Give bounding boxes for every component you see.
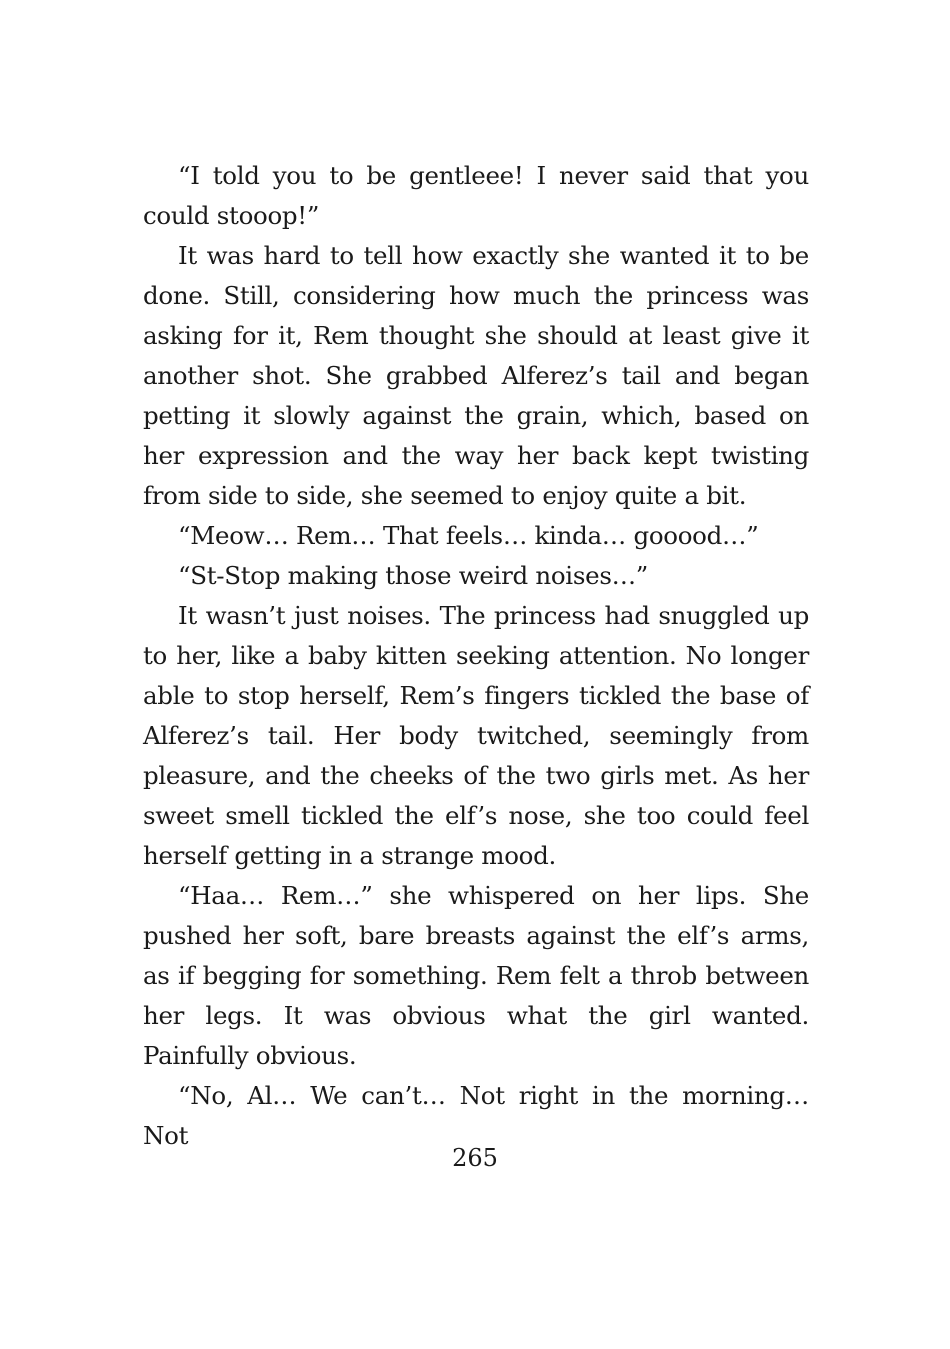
page-number: 265: [452, 1144, 498, 1172]
paragraph-4: “St-Stop making those weird noises…”: [178, 561, 649, 590]
paragraph-3: “Meow… Rem… That feels… kinda… gooood…”: [178, 521, 759, 550]
paragraph-6: “Haa… Rem…” she whispered on her lips. She pushed her soft, bare breasts against the elf’s arms, as if begging for something. Rem felt a throb between her legs. It was obvious what the girl wanted. Painfully obvious.: [143, 881, 809, 1070]
paragraph-5: It wasn’t just noises. The princess had snuggled up to her, like a baby kitten seeking attention. No longer able to stop herself, Rem’s fingers tickled the base of Alferez’s tail. Her body twitched, seemingly from pleasure, and the cheeks of the two girls met. As her sweet smell tickled the elf’s nose, she too could feel herself getting in a strange mood.: [143, 601, 809, 870]
paragraph-2: It was hard to tell how exactly she wanted it to be done. Still, considering how much the princess was asking for it, Rem thought she should at least give it another shot. She grabbed Alferez’s tail and began petting it slowly against the grain, which, based on her expression and the way her back kept twisting from side to side, she seemed to enjoy quite a bit.: [143, 241, 809, 510]
paragraph-7: “No, Al… We can’t… Not right in the morning… Not: [143, 1081, 809, 1150]
body-text: [143, 156, 809, 1156]
paragraph-1: “I told you to be gentleee! I never said that you could stooop!”: [143, 161, 809, 230]
